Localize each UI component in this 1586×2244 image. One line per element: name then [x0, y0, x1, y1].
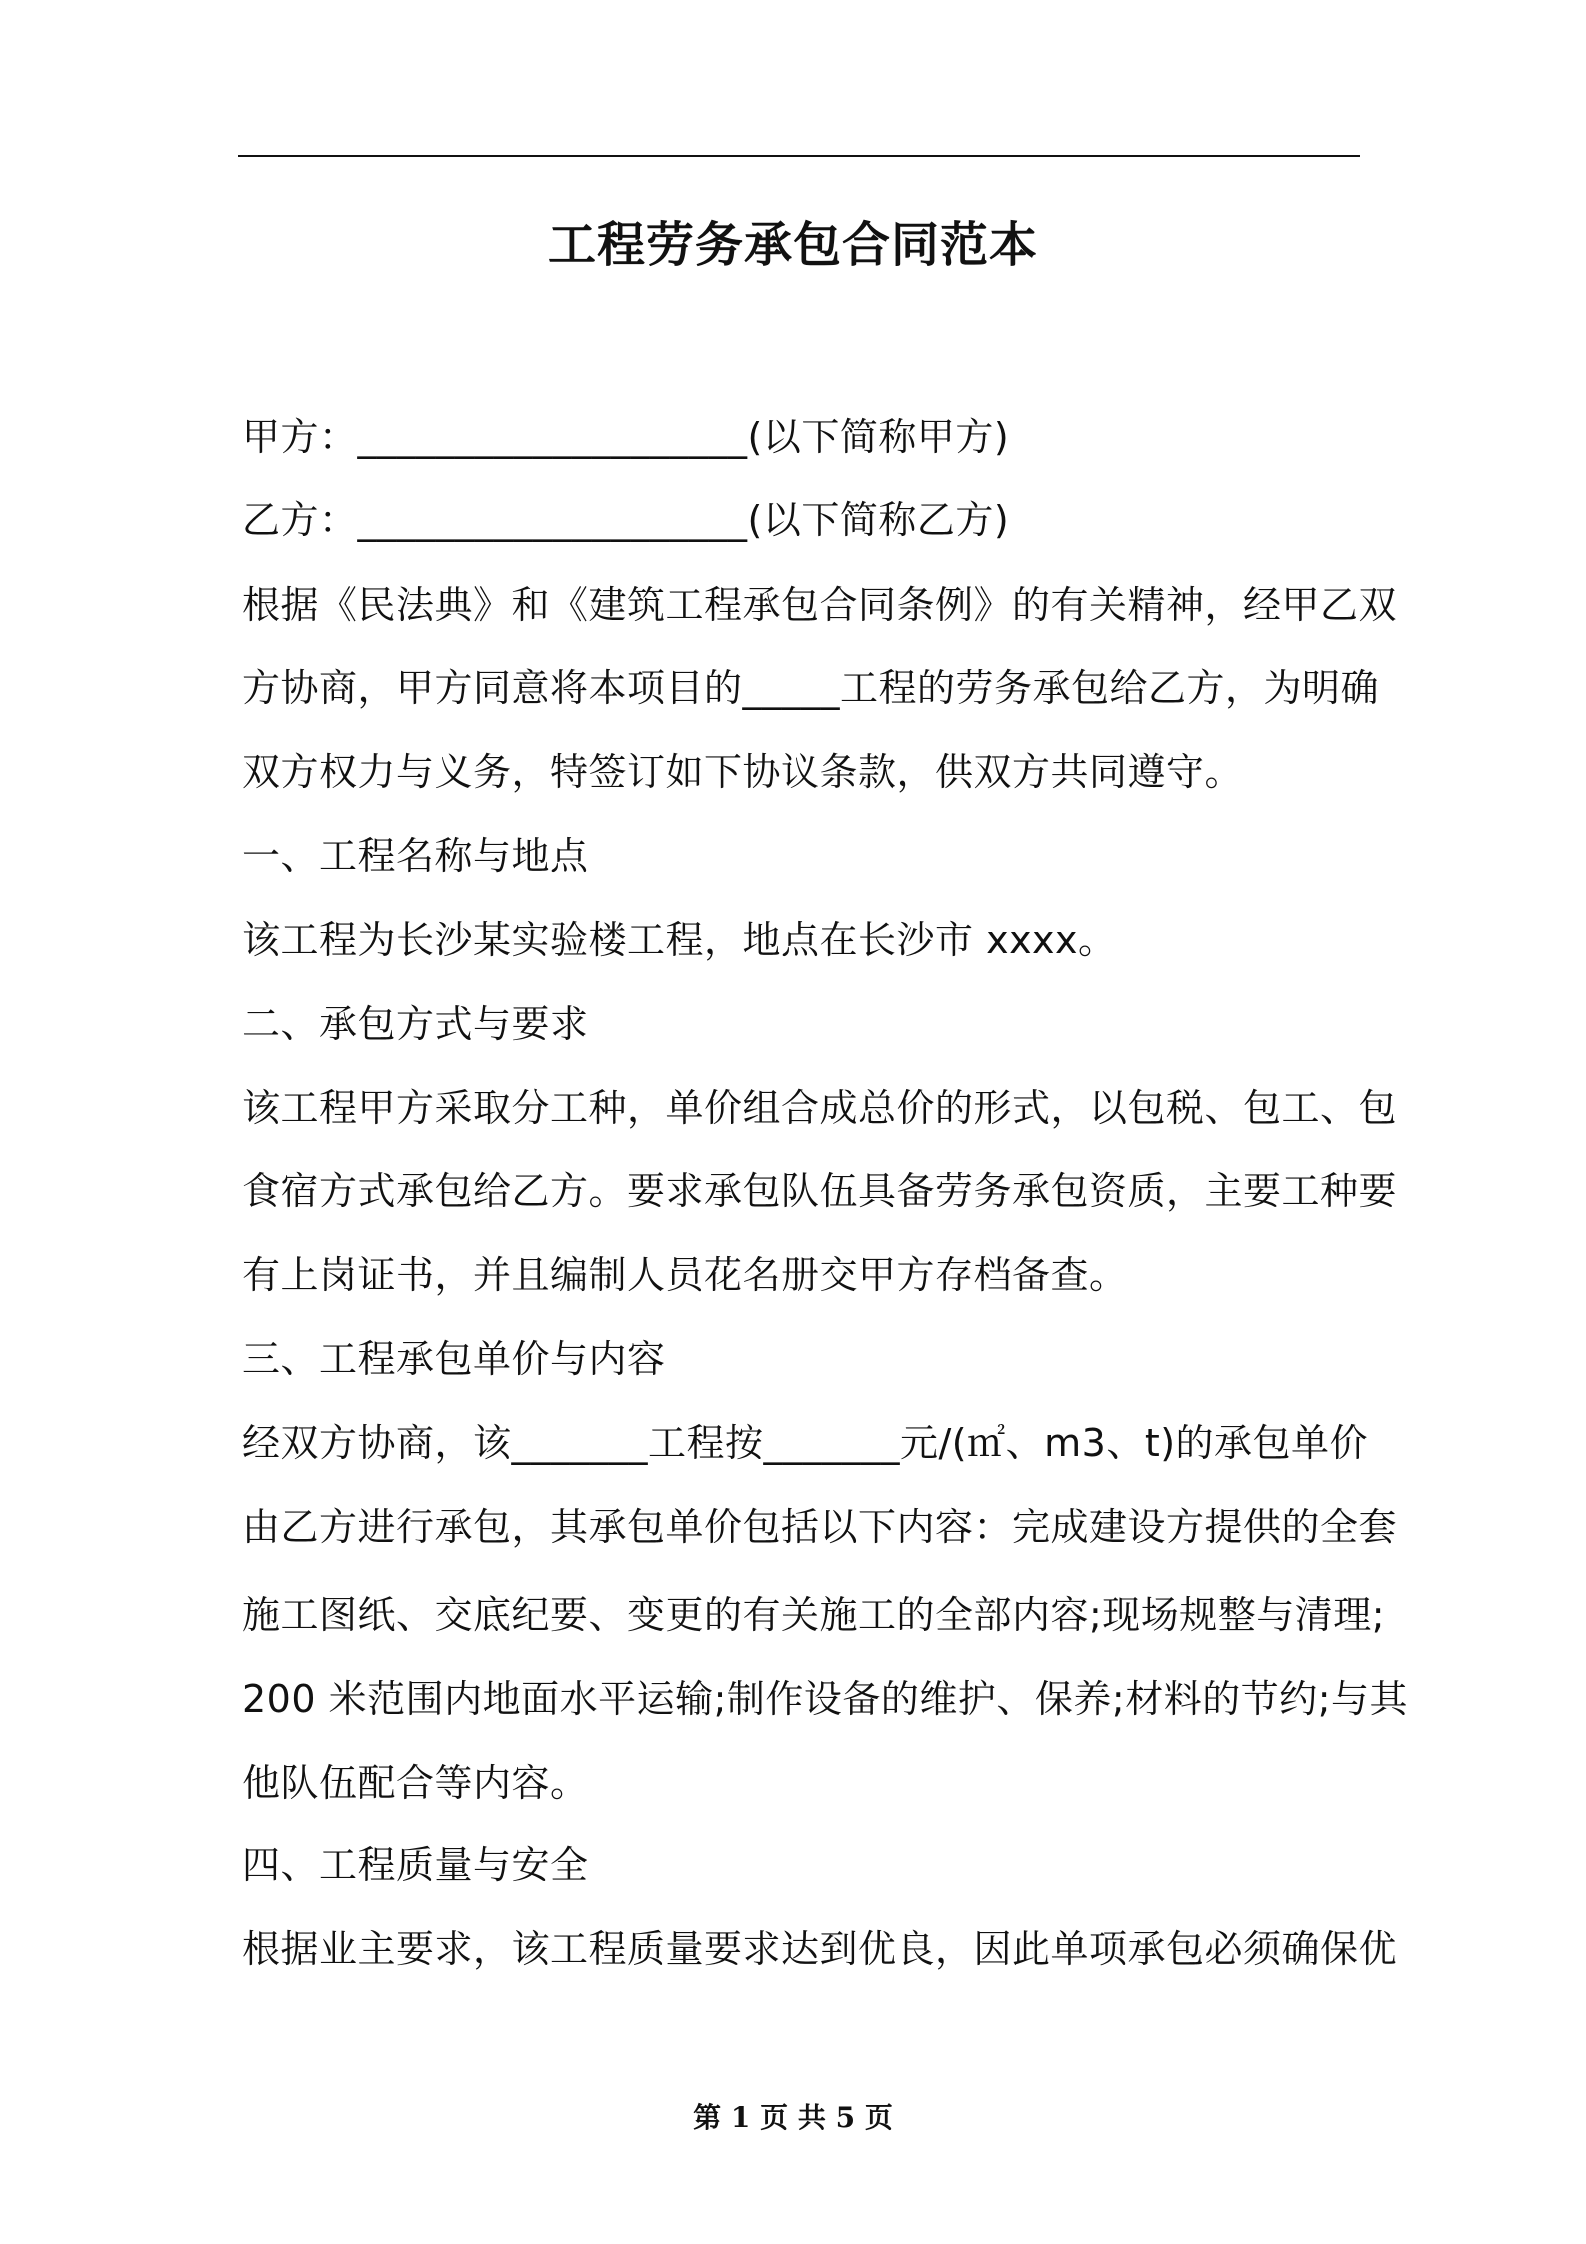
paragraph-line: 该工程为长沙某实验楼工程，地点在长沙市 xxxx。 [242, 918, 1117, 962]
page-number-footer: 第 1 页 共 5 页 [693, 2101, 893, 2134]
paragraph-line: 该工程甲方采取分工种，单价组合成总价的形式，以包税、包工、包 [242, 1086, 1398, 1130]
paragraph-line: 根据业主要求，该工程质量要求达到优良，因此单项承包必须确保优 [242, 1927, 1398, 1971]
paragraph-line: 由乙方进行承包，其承包单价包括以下内容：完成建设方提供的全套 [242, 1505, 1398, 1549]
paragraph-line: 经双方协商，该_______工程按_______元/(㎡、m3、t)的承包单价 [242, 1421, 1369, 1465]
section-heading: 一、工程名称与地点 [242, 834, 589, 878]
paragraph-line: 根据《民法典》和《建筑工程承包合同条例》的有关精神，经甲乙双 [242, 583, 1398, 627]
section-heading: 三、工程承包单价与内容 [242, 1337, 666, 1381]
party-a-line: 甲方：____________________(以下简称甲方) [242, 415, 1010, 459]
section-heading: 二、承包方式与要求 [242, 1002, 589, 1046]
party-b-line: 乙方：____________________(以下简称乙方) [242, 498, 1010, 542]
section-heading: 四、工程质量与安全 [242, 1843, 589, 1887]
document-title: 工程劳务承包合同范本 [547, 217, 1038, 273]
paragraph-line: 他队伍配合等内容。 [242, 1761, 589, 1805]
paragraph-line: 有上岗证书，并且编制人员花名册交甲方存档备查。 [242, 1253, 1128, 1297]
paragraph-line: 施工图纸、交底纪要、变更的有关施工的全部内容;现场规整与清理; [242, 1593, 1386, 1637]
paragraph-line: 200 米范围内地面水平运输;制作设备的维护、保养;材料的节约;与其 [242, 1677, 1409, 1721]
paragraph-line: 食宿方式承包给乙方。要求承包队伍具备劳务承包资质，主要工种要 [242, 1169, 1398, 1213]
header-rule [238, 155, 1360, 157]
paragraph-line: 双方权力与义务，特签订如下协议条款，供双方共同遵守。 [242, 750, 1244, 794]
paragraph-line: 方协商，甲方同意将本项目的_____工程的劳务承包给乙方，为明确 [242, 666, 1380, 710]
